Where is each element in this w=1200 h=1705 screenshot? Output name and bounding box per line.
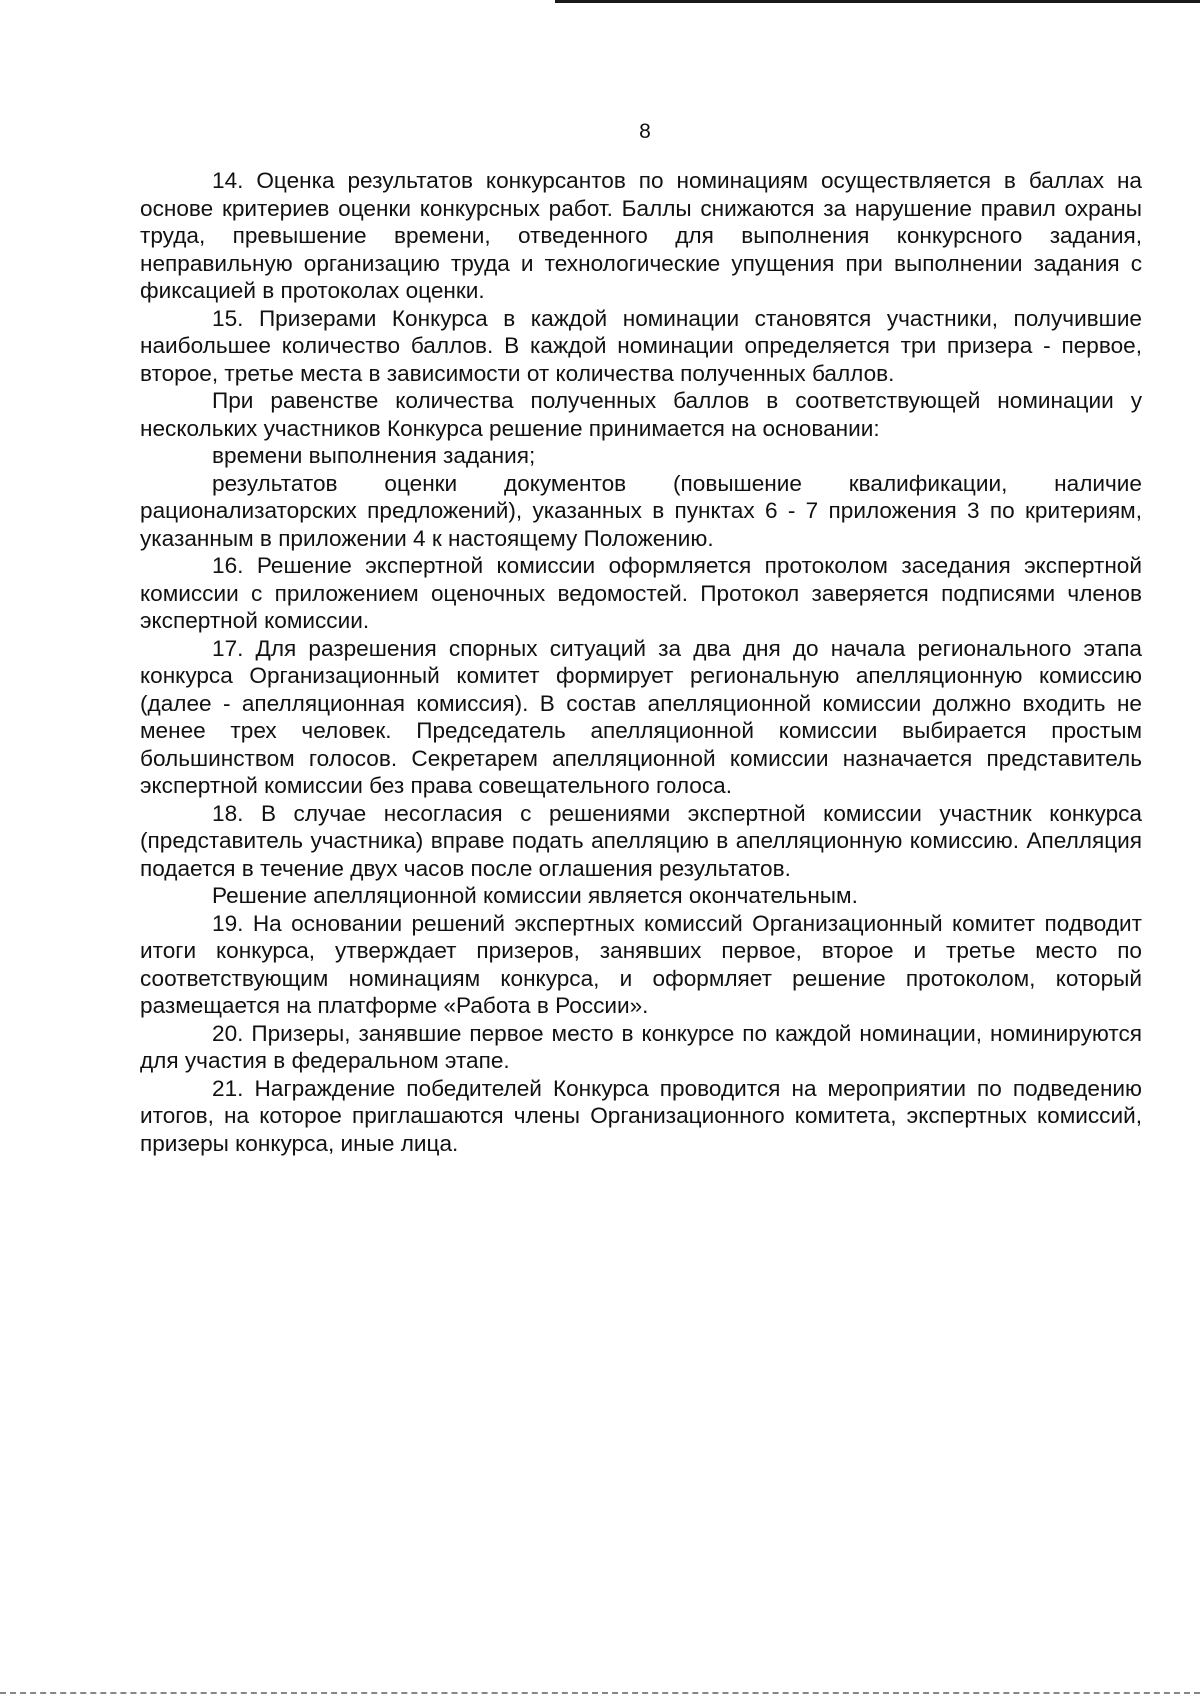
paragraph-20: 20. Призеры, занявшие первое место в конкурсе по каждой номинации, номинируются для участия в федеральном этапе. <box>140 1020 1142 1073</box>
scan-edge-line-top <box>555 0 1200 3</box>
paragraph-14: 14. Оценка результатов конкурсантов по номинациям осуществляется в баллах на основе критериев оценки конкурсных работ. Баллы снижаются за нарушение правил охраны труда, превышение времени, отведенного для выполнения конкурсного задания, неправильную организацию труда и технологические упущения при выполнении задания с фиксацией в протоколах оценки. <box>140 168 1142 303</box>
paragraph-tie-criterion-documents: результатов оценки документов (повышение квалификации, наличие рационализаторских предложений), указанных в пунктах 6 - 7 приложения 3 по критериям, указанным в приложении 4 к настоящему Положению. <box>140 470 1142 551</box>
page-number: 8 <box>639 120 651 143</box>
paragraph-tie-rule: При равенстве количества полученных баллов в соответствующей номинации у нескольких участников Конкурса решение принимается на основании: <box>140 388 1142 441</box>
paragraph-21: 21. Награждение победителей Конкурса проводится на мероприятии по подведению итогов, на которое приглашаются члены Организационного комитета, экспертных комиссий, призеры конкурса, иные лица. <box>140 1075 1142 1156</box>
paragraph-16: 16. Решение экспертной комиссии оформляется протоколом заседания экспертной комиссии с приложением оценочных ведомостей. Протокол заверяется подписями членов экспертной комиссии. <box>140 553 1142 633</box>
document-body <box>140 167 1142 1157</box>
paragraph-tie-criterion-time: времени выполнения задания; <box>212 443 536 468</box>
scan-edge-line-bottom <box>0 1692 1200 1694</box>
paragraph-18: 18. В случае несогласия с решениями экспертной комиссии участник конкурса (представитель участника) вправе подать апелляцию в апелляционную комиссию. Апелляция подается в течение двух часов после оглашения результатов. <box>140 800 1142 881</box>
paragraph-19: 19. На основании решений экспертных комиссий Организационный комитет подводит итоги конкурса, утверждает призеров, занявших первое, второе и третье место по соответствующим номинациям конкурса, и оформляет решение протоколом, который размещается на платформе «Работа в России». <box>140 910 1142 1018</box>
paragraph-15: 15. Призерами Конкурса в каждой номинации становятся участники, получившие наибольшее количество баллов. В каждой номинации определяется три призера - первое, второе, третье места в зависимости от количества полученных баллов. <box>140 305 1142 386</box>
paragraph-17: 17. Для разрешения спорных ситуаций за два дня до начала регионального этапа конкурса Организационный комитет формирует региональную апелляционную комиссию (далее - апелляционная комиссия). В состав апелляционной комиссии должно входить не менее трех человек. Председатель апелляционной комиссии выбирается простым большинством голосов. Секретарем апелляционной комиссии назначается представитель экспертной комиссии без права совещательного голоса. <box>140 635 1142 798</box>
paragraph-appeal-final: Решение апелляционной комиссии является окончательным. <box>212 883 858 908</box>
